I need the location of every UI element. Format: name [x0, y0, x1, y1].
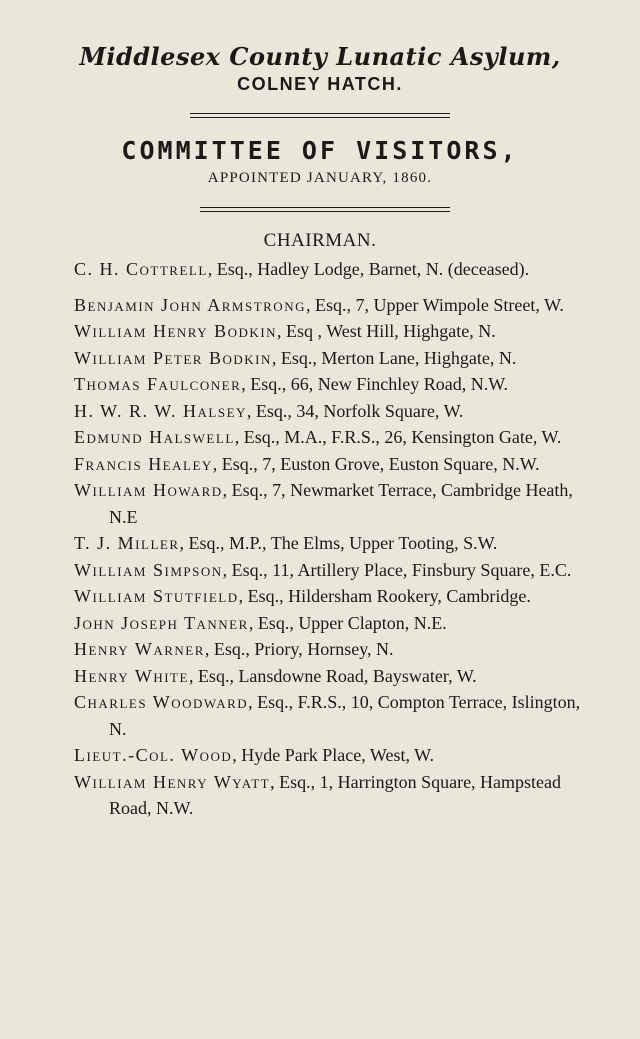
member-details: , Hyde Park Place, West, W. — [232, 745, 434, 765]
member-name: William Henry Wyatt — [74, 771, 271, 792]
member-entry — [74, 371, 586, 398]
member-name: H. W. R. W. Halsey — [74, 400, 247, 421]
member-details: , Esq., 66, New Finchley Road, N.W. — [241, 374, 509, 394]
member-entry — [74, 292, 586, 319]
member-entry — [74, 769, 586, 822]
middle-double-rule — [200, 207, 450, 212]
member-details: , Esq., Upper Clapton, N.E. — [248, 612, 447, 633]
member-name: William Simpson — [74, 559, 223, 580]
member-entry — [74, 610, 586, 637]
member-details: , Esq., 7, Newmarket Terrace, Cambridge Heath, N.E — [109, 480, 573, 527]
member-name: William Stutfield — [74, 586, 239, 606]
chairman-entry — [74, 256, 586, 283]
member-entry — [74, 398, 586, 425]
member-details: , Esq., Merton Lane, Highgate, N. — [271, 347, 517, 368]
member-details: , Esq., 1, Harrington Square, Hampstead Road, N.W. — [109, 771, 562, 818]
institution-title: Middlesex County Lunatic Asylum, — [79, 42, 561, 71]
member-name: Francis Healey — [74, 453, 213, 474]
member-name: Henry White — [74, 665, 189, 686]
member-details: , Esq., 34, Norfolk Square, W. — [246, 400, 464, 421]
member-details: , Esq , West Hill, Highgate, N. — [277, 321, 496, 341]
member-details: , Esq., M.P., The Elms, Upper Tooting, S.W. — [179, 533, 498, 553]
member-details: , Esq., 11, Artillery Place, Finsbury Square, E.C. — [222, 559, 572, 580]
member-name: Benjamin John Armstrong — [74, 294, 306, 315]
member-name: Charles Woodward — [74, 692, 249, 712]
member-name: John Joseph Tanner — [74, 612, 249, 633]
member-entry — [74, 557, 586, 584]
member-details: , Esq., M.A., F.R.S., 26, Kensington Gate, W. — [234, 427, 562, 447]
member-entry — [74, 530, 586, 557]
member-entry — [74, 663, 586, 690]
committee-list — [74, 256, 586, 822]
top-double-rule — [190, 113, 450, 118]
member-details: , Esq., F.R.S., 10, Compton Terrace, Islington, N. — [109, 692, 581, 739]
member-entry — [74, 345, 586, 372]
member-details: , Esq., 7, Euston Grove, Euston Square, N.W. — [212, 453, 540, 474]
member-details: , Esq., Priory, Hornsey, N. — [204, 639, 394, 659]
member-name: Lieut.-Col. Wood — [74, 745, 233, 765]
chairman-label: CHAIRMAN. — [263, 230, 377, 251]
member-entry — [74, 583, 586, 610]
member-name: Henry Warner — [74, 639, 205, 659]
member-entry — [74, 318, 586, 345]
member-details: , Esq., 7, Upper Wimpole Street, W. — [305, 294, 564, 315]
member-entry — [74, 477, 586, 530]
member-entry — [74, 689, 586, 742]
member-name: C. H. Cottrell — [74, 259, 208, 279]
member-name: William Howard — [74, 480, 223, 500]
member-details: , Esq., Lansdowne Road, Bayswater, W. — [188, 665, 477, 686]
member-entry — [74, 742, 586, 769]
member-name: T. J. Miller — [74, 533, 180, 553]
appointed-date: APPOINTED JANUARY, 1860. — [207, 170, 433, 186]
member-name: Edmund Halswell — [74, 427, 235, 447]
location-subtitle: COLNEY HATCH. — [237, 74, 403, 94]
member-name: Thomas Faulconer — [74, 374, 242, 394]
member-details: , Esq., Hildersham Rookery, Cambridge. — [238, 586, 531, 606]
member-entry — [74, 424, 586, 451]
section-heading: COMMITTEE OF VISITORS, — [121, 136, 519, 165]
member-details: , Esq., Hadley Lodge, Barnet, N. (deceased). — [207, 259, 530, 279]
member-name: William Henry Bodkin — [74, 321, 278, 341]
member-entry — [74, 451, 586, 478]
member-name: William Peter Bodkin — [74, 347, 272, 368]
member-entry — [74, 636, 586, 663]
